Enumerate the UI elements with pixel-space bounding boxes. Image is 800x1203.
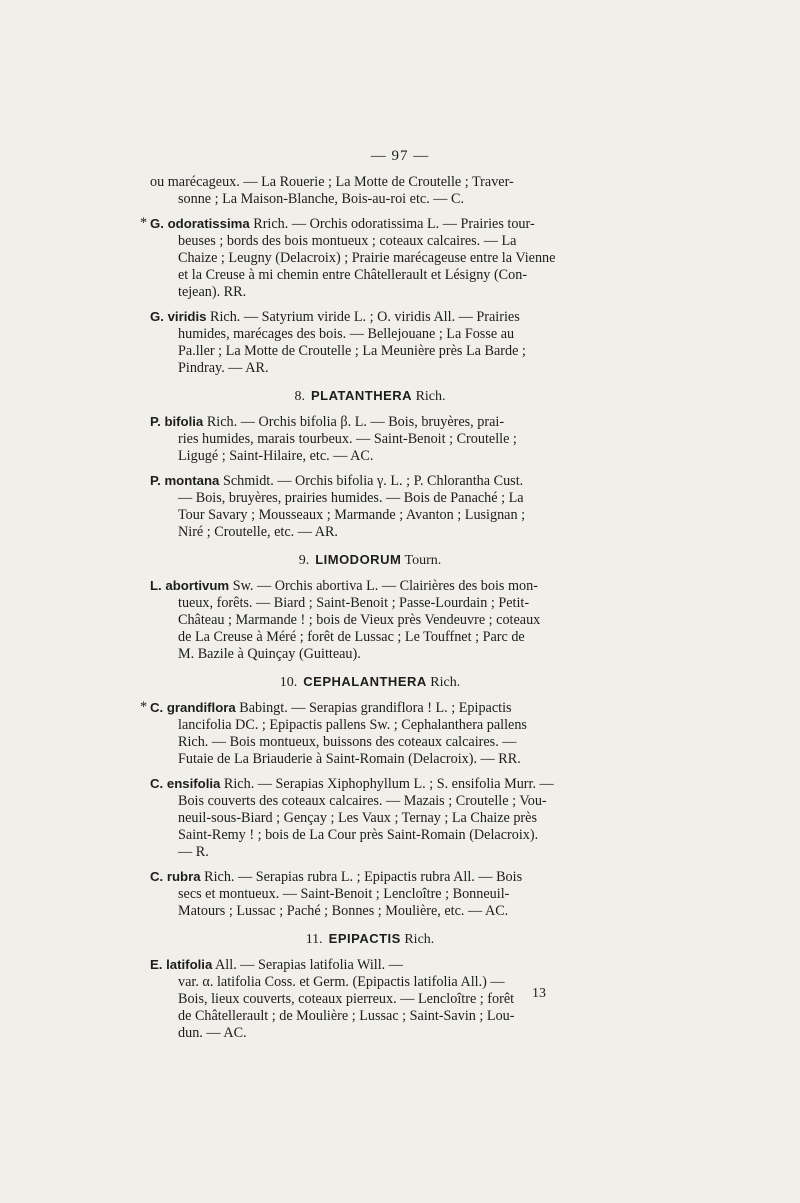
entry-text: Rich. — Orchis bifolia β. L. — Bois, bruyères, prai- [203,414,505,430]
genus-abbr: C. [150,700,167,715]
species-entry [140,699,590,768]
section-number: 10. [279,675,298,690]
species-name: grandiflora [166,700,236,715]
entry-text: Rich. — Satyrium viride L. ; O. viridis All. — Prairies [206,309,520,325]
species-entry [150,308,590,377]
entry-line: de Châtellerault ; de Moulière ; Lussac ; Saint-Savin ; Lou- [178,1008,515,1024]
entry-text: Rich. — Serapias rubra L. ; Epipactis rubra All. — Bois [200,869,523,885]
entry-line: tejean). RR. [178,284,247,300]
section-number: 9. [298,553,310,568]
entry-first-line [150,868,590,886]
species-name: abortivum [165,578,230,593]
page-number: — 97 — [370,148,430,164]
entry-text: Rich. — Serapias Xiphophyllum L. ; S. ensifolia Murr. — [220,776,554,792]
entry-line: humides, marécages des bois. — Bellejouane ; La Fosse au [178,326,515,342]
entry-line: dun. — AC. [178,1025,247,1041]
genus-author: Tourn. [404,553,442,568]
entry-first-line [150,215,590,233]
entry-line: Matours ; Lussac ; Paché ; Bonnes ; Moulière, etc. — AC. [178,903,509,919]
species-name: rubra [166,869,201,884]
genus-abbr: C. [150,776,167,791]
entry-line: ries humides, marais tourbeux. — Saint-Benoit ; Croutelle ; [178,431,517,447]
entry-line: Ligugé ; Saint-Hilaire, etc. — AC. [178,448,374,464]
entry-line: M. Bazile à Quinçay (Guitteau). [178,646,361,662]
species-name: bifolia [164,414,204,429]
section-number: 11. [305,932,323,947]
species-name: montana [164,473,220,488]
genus-abbr: G. [150,309,168,324]
entry-line: Château ; Marmande ! ; bois de Vieux près Vendeuvre ; coteaux [178,612,541,628]
entry-line: lancifolia DC. ; Epipactis pallens Sw. ; Cephalanthera pallens [178,717,527,733]
signature-mark: 13 [532,986,546,1001]
entry-first-line [150,775,590,793]
entry-line: Futaie de La Briauderie à Saint-Romain (Delacroix). — RR. [178,751,521,767]
genus-author: Rich. [415,389,446,404]
genus-author: Rich. [404,932,435,947]
species-name: latifolia [166,957,213,972]
entry-line: Pa.ller ; La Motte de Croutelle ; La Meunière près La Barde ; [178,343,526,359]
genus-heading [150,387,590,405]
species-entry [150,577,590,663]
species-name: odoratissima [167,216,250,231]
entry-first-line [150,472,590,490]
genus-abbr: G. [150,216,168,231]
genus-abbr: L. [150,578,166,593]
entry-line: Saint-Remy ! ; bois de La Cour près Saint-Romain (Delacroix). [178,827,539,843]
entry-line: ou marécageux. — La Rouerie ; La Motte de Croutelle ; Traver- [150,174,514,190]
genus-heading [150,930,590,948]
entry-first-line [150,577,590,595]
entry-line: Rich. — Bois montueux, buissons des coteaux calcaires. — [178,734,517,750]
species-entry [140,215,590,301]
entry-first-line [150,308,590,326]
genus-name: CEPHALANTHERA [303,674,427,689]
genus-heading [150,673,590,691]
entry-line: Niré ; Croutelle, etc. — AR. [178,524,338,540]
genus-abbr: P. [150,414,165,429]
species-name: ensifolia [166,776,221,791]
entry-line: secs et montueux. — Saint-Benoit ; Lencloître ; Bonneuil- [178,886,510,902]
genus-name: PLATANTHERA [310,388,413,403]
entry-line: var. α. latifolia Coss. et Germ. (Epipactis latifolia All.) — [178,974,505,990]
entry-line: — R. [178,844,209,860]
entry-line: Chaize ; Leugny (Delacroix) ; Prairie marécageuse entre la Vienne [178,250,556,266]
genus-abbr: E. [150,957,167,972]
entry-line: et la Creuse à mi chemin entre Châtellerault et Lésigny (Con- [178,267,528,283]
entry-first-line [150,956,590,974]
genus-abbr: P. [150,473,165,488]
species-entry [150,868,590,920]
species-entry [150,956,590,1042]
entry-line: Bois, lieux couverts, coteaux pierreux. — Lencloître ; forêt [178,991,515,1007]
genus-name: EPIPACTIS [328,931,401,946]
species-entry [150,174,590,208]
rarity-mark: * [140,699,148,715]
entry-text: All. — Serapias latifolia Will. — [212,957,403,973]
entry-line: Tour Savary ; Mousseaux ; Marmande ; Avanton ; Lusignan ; [178,507,526,523]
genus-name: LIMODORUM [315,552,402,567]
species-name: viridis [167,309,207,324]
rarity-mark: * [140,215,148,231]
section-number: 8. [294,389,305,404]
genus-abbr: C. [150,869,167,884]
genus-heading [150,551,590,569]
entry-line: neuil-sous-Biard ; Gençay ; Les Vaux ; Ternay ; La Chaize près [178,810,537,826]
entry-text: Babingt. — Serapias grandiflora ! L. ; Epipactis [235,700,512,716]
genus-author: Rich. [430,675,461,690]
species-entry [150,472,590,541]
entry-first-line [150,413,590,431]
entry-line: Bois couverts des coteaux calcaires. — Mazais ; Croutelle ; Vou- [178,793,547,809]
entry-first-line [150,699,590,717]
entry-line: — Bois, bruyères, prairies humides. — Bois de Panaché ; La [178,490,524,506]
entry-line: beuses ; bords des bois montueux ; coteaux calcaires. — La [178,233,517,249]
entry-line: tueux, forêts. — Biard ; Saint-Benoit ; Passe-Lourdain ; Petit- [178,595,530,611]
entry-text: Rrich. — Orchis odoratissima L. — Prairies tour- [249,216,535,232]
entry-line: sonne ; La Maison-Blanche, Bois-au-roi etc. — C. [178,191,465,207]
entry-text: Schmidt. — Orchis bifolia γ. L. ; P. Chlorantha Cust. [219,473,524,489]
entry-line: de La Creuse à Méré ; forêt de Lussac ; Le Touffnet ; Parc de [178,629,525,645]
species-entry [150,775,590,861]
entry-text: Sw. — Orchis abortiva L. — Clairières des bois mon- [229,578,538,594]
page-body [140,174,590,1049]
species-entry [150,413,590,465]
entry-line: Pindray. — AR. [178,360,269,376]
